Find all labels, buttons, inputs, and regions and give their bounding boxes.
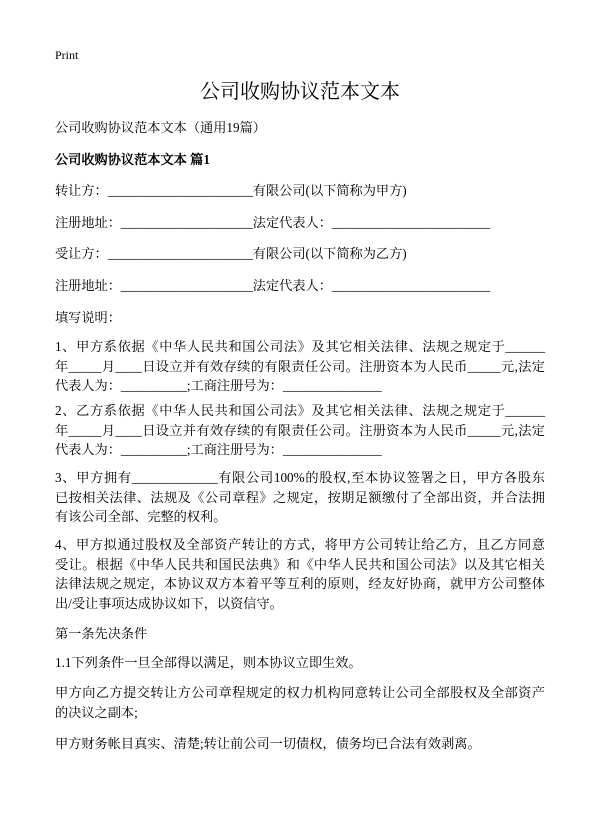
- paragraph-line: 3、甲方拥有_____________有限公司100%的股权,至本协议签署之日，甲方各股东: [55, 470, 545, 485]
- document-subtitle: [55, 118, 545, 138]
- condition-paragraph-2: [55, 734, 545, 754]
- section-heading: [55, 150, 545, 170]
- paragraph-line: 有该公司全部、完整的权利。: [55, 509, 227, 524]
- article-1-heading: [55, 624, 545, 644]
- paragraph-line: 受让。根据《中华人民共和国民法典》和《中华人民共和国公司法》以及其它相关: [55, 556, 545, 572]
- subtitle-text: 公司收购协议范本文本（通用19篇）: [55, 120, 266, 135]
- section-heading-text: 公司收购协议范本文本 篇1: [55, 152, 210, 167]
- paragraph-line: 法律法规之规定，本协议双方本着平等互利的原则，经友好协商，就甲方公司整体: [55, 576, 545, 591]
- article-1-heading-text: 第一条先决条件: [55, 626, 148, 641]
- transferee-row: [55, 244, 545, 264]
- paragraph-line: 代表人为：__________;工商注册号为：_______________: [55, 378, 382, 393]
- instructions-label: [55, 308, 545, 328]
- transferee-text: 受让方：______________________有限公司(以下简称为乙方): [55, 246, 407, 261]
- transferee-address-row: [55, 276, 545, 296]
- transferor-text: 转让方：______________________有限公司(以下简称为甲方): [55, 183, 407, 198]
- paragraph-line: 年_____月____日设立并有效存续的有限责任公司。注册资本为人民币_____元,法定: [55, 422, 545, 438]
- transferor-address-text: 注册地址：____________________法定代表人：________________________: [55, 215, 491, 230]
- paragraph-line: 的决议之副本;: [55, 704, 138, 720]
- instruction-paragraph-1: [55, 337, 545, 396]
- paragraph-line: 2、乙方系依据《中华人民共和国公司法》及其它相关法律、法规之规定于______: [55, 403, 545, 418]
- transferee-address-text: 注册地址：____________________法定代表人：________________________: [55, 278, 491, 293]
- paragraph-line: 4、甲方拟通过股权及全部资产转让的方式，将甲方公司转让给乙方，且乙方同意: [55, 537, 545, 552]
- instructions-label-text: 填写说明：: [55, 310, 121, 325]
- transferor-address-row: [55, 213, 545, 233]
- condition-paragraph-1: [55, 683, 545, 722]
- clause-1-1: [55, 653, 545, 673]
- paragraph-line: 1、甲方系依据《中华人民共和国公司法》及其它相关法律、法规之规定于______: [55, 339, 545, 354]
- instruction-paragraph-3: [55, 468, 545, 527]
- paragraph-line: 甲方财务帐目真实、清楚;转让前公司一切债权，债务均已合法有效剥离。: [55, 736, 481, 751]
- paragraph-line: 已按相关法律、法规及《公司章程》之规定，按期足额缴付了全部出资，并合法拥: [55, 489, 545, 505]
- instruction-paragraph-2: [55, 401, 545, 460]
- transferor-row: [55, 181, 545, 201]
- paragraph-line: 出/受让事项达成协议如下，以资信守。: [55, 595, 283, 611]
- clause-1-1-text: 1.1下列条件一旦全部得以满足，则本协议立即生效。: [55, 655, 362, 670]
- instruction-paragraph-4: [55, 535, 545, 613]
- paragraph-line: 甲方向乙方提交转让方公司章程规定的权力机构同意转让公司全部股权及全部资产: [55, 685, 545, 700]
- paragraph-line: 代表人为：__________;工商注册号为：_______________: [55, 442, 382, 457]
- document-title: 公司收购协议范本文本: [200, 81, 400, 103]
- paragraph-line: 年_____月____日设立并有效存续的有限责任公司。注册资本为人民币_____元,法定: [55, 358, 545, 374]
- print-link[interactable]: Print: [55, 48, 79, 62]
